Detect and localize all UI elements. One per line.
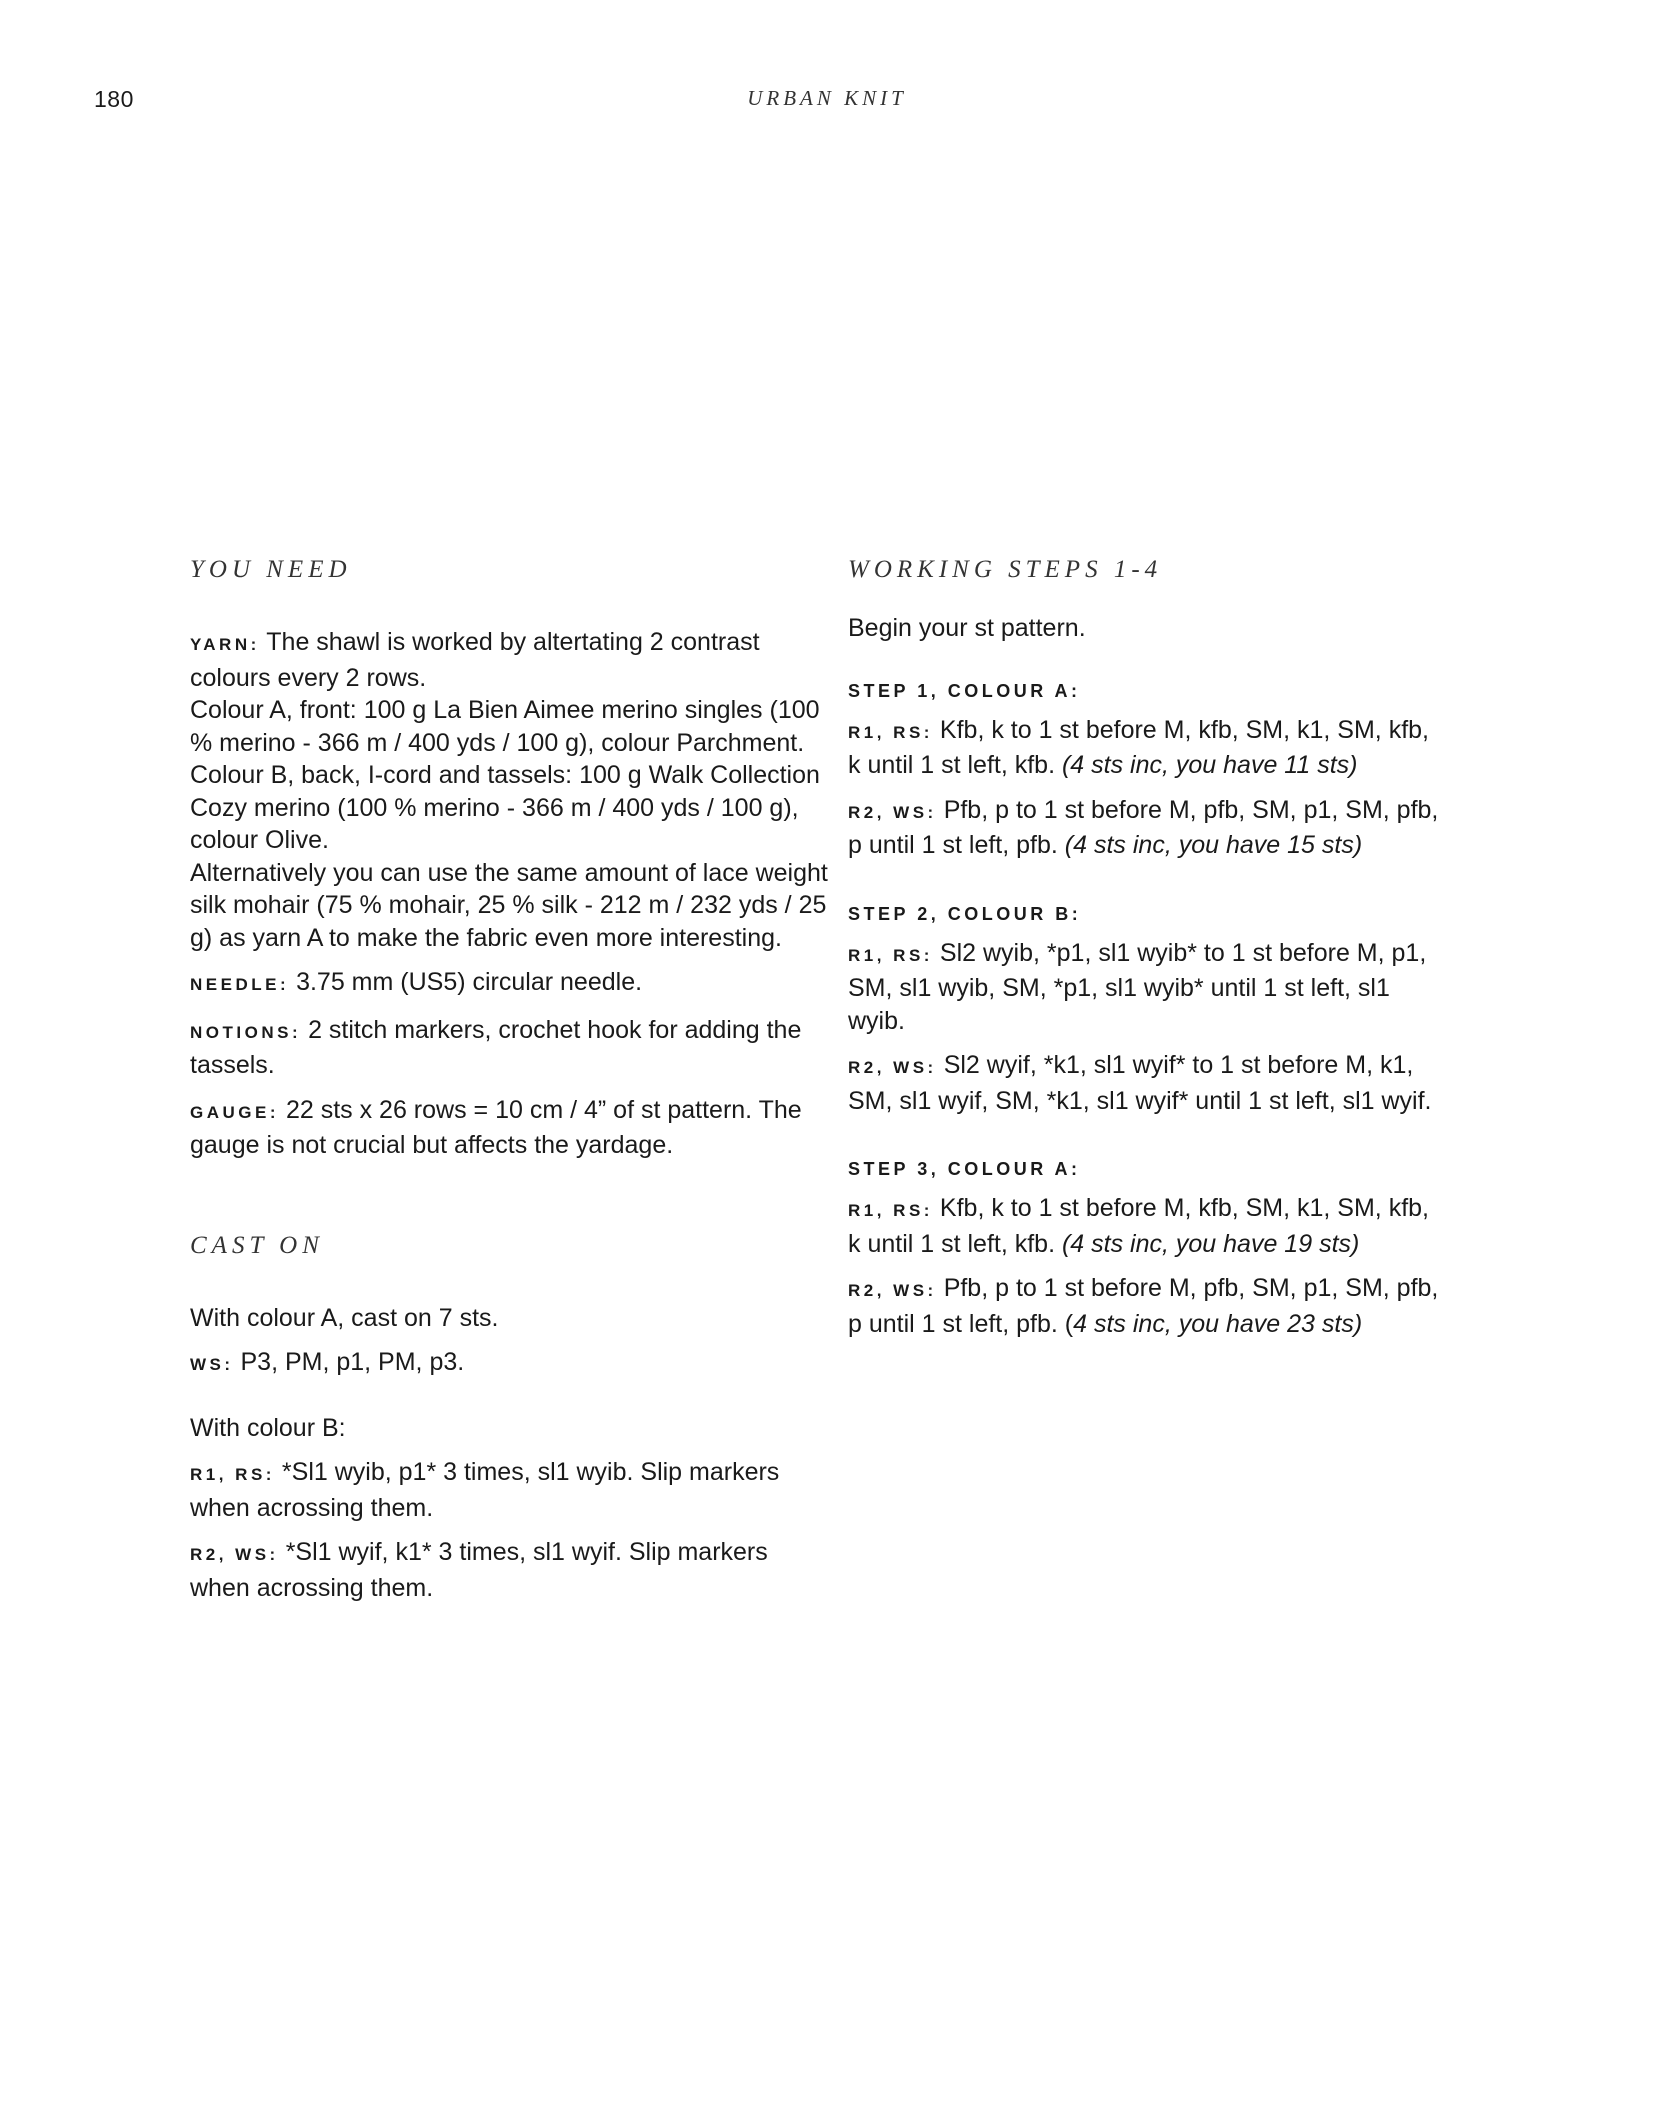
- yarn-label: YARN:: [190, 635, 260, 654]
- you-need-heading: YOU NEED: [190, 556, 352, 583]
- gauge-label: GAUGE:: [190, 1102, 279, 1122]
- cast-on-r2-label: R2, WS:: [190, 1545, 279, 1564]
- step-3-r2: [848, 1272, 1448, 1340]
- gauge-paragraph: [190, 1094, 830, 1162]
- working-steps-heading: WORKING STEPS 1-4: [848, 556, 1163, 583]
- yarn-line-4: Alternatively you can use the same amount of lace weight silk mohair (75 % mohair, 25 % silk - 212 m / 232 yds / 25 g) as yarn A to make the fabric even more interesting.: [190, 858, 828, 952]
- step-2-r2: [848, 1049, 1448, 1117]
- step-1-r1: [848, 714, 1448, 782]
- step-3-r1-text: Kfb, k to 1 st before M, kfb, SM, k1, SM, kfb, k until 1 st left, kfb.: [848, 1194, 1429, 1258]
- cast-on-heading: CAST ON: [190, 1231, 324, 1259]
- cast-on-ws-text: P3, PM, p1, PM, p3.: [240, 1348, 465, 1376]
- step-1-r2-text: Pfb, p to 1 st before M, pfb, SM, p1, SM, pfb, p until 1 st left, pfb.: [848, 795, 1439, 859]
- page-number: 180: [94, 86, 134, 112]
- needle-text: 3.75 mm (US5) circular needle.: [296, 968, 643, 996]
- step-1-r1-note: (4 sts inc, you have 11 sts): [1061, 751, 1358, 779]
- step-3-r2-text: Pfb, p to 1 st before M, pfb, SM, p1, SM, pfb, p until 1 st left, pfb. (: [848, 1274, 1439, 1338]
- working-steps-intro: Begin your st pattern.: [848, 614, 1086, 642]
- cast-on-r2-text: *Sl1 wyif, k1* 3 times, sl1 wyif. Slip markers when acrossing them.: [190, 1538, 768, 1602]
- step-2-r1-label: R1, RS:: [848, 945, 933, 965]
- step-2-r2-text: Sl2 wyif, *k1, sl1 wyif* to 1 st before M, k1, SM, sl1 wyif, SM, *k1, sl1 wyif* until 1 st left, sl1 wyif.: [848, 1051, 1432, 1115]
- right-column: [848, 556, 1448, 1352]
- step-1-heading: STEP 1, COLOUR A:: [848, 680, 1081, 701]
- cast-on-r1-label: R1, RS:: [190, 1465, 275, 1484]
- notions-paragraph: [190, 1014, 830, 1082]
- step-3-r1-label: R1, RS:: [848, 1201, 933, 1220]
- yarn-line-1: The shawl is worked by altertating 2 contrast colours every 2 rows.: [190, 628, 760, 692]
- step-1-r2-note: (4 sts inc, you have 15 sts): [1064, 831, 1363, 859]
- step-1-r2: [848, 794, 1448, 862]
- step-1-r1-text: Kfb, k to 1 st before M, kfb, SM, k1, SM, kfb, k until 1 st left, kfb.: [848, 715, 1429, 779]
- step-1-r2-label: R2, WS:: [848, 802, 937, 822]
- yarn-paragraph: [190, 626, 830, 954]
- step-2-r1: [848, 937, 1448, 1038]
- cast-on-r1-text: *Sl1 wyib, p1* 3 times, sl1 wyib. Slip markers when acrossing them.: [190, 1458, 780, 1522]
- step-3-heading: STEP 3, COLOUR A:: [848, 1159, 1081, 1179]
- step-2-r1-text: Sl2 wyib, *p1, sl1 wyib* to 1 st before M, p1, SM, sl1 wyib, SM, *p1, sl1 wyib* until 1 st left, sl1 wyib.: [848, 938, 1427, 1035]
- step-3-r2-note: 4 sts inc, you have 23 sts): [1073, 1309, 1363, 1338]
- needle-paragraph: [190, 966, 830, 1002]
- running-head: URBAN KNIT: [747, 86, 907, 110]
- notions-text: 2 stitch markers, crochet hook for adding the tassels.: [190, 1015, 802, 1079]
- step-1-r1-label: R1, RS:: [848, 722, 933, 742]
- notions-label: NOTIONS:: [190, 1022, 302, 1042]
- gauge-text: 22 sts x 26 rows = 10 cm / 4” of st pattern. The gauge is not crucial but affects the yardage.: [190, 1095, 802, 1159]
- needle-label: NEEDLE:: [190, 975, 290, 994]
- cast-on-ws-label: WS:: [190, 1355, 234, 1374]
- cast-on-colour-b: With colour B:: [190, 1413, 346, 1442]
- step-3-r1-note: (4 sts inc, you have 19 sts): [1061, 1229, 1360, 1258]
- cast-on-intro: With colour A, cast on 7 sts.: [190, 1303, 499, 1332]
- step-3-r2-label: R2, WS:: [848, 1281, 937, 1300]
- step-2-heading: STEP 2, COLOUR B:: [848, 903, 1082, 924]
- cast-on-ws: [190, 1346, 830, 1382]
- step-3-r1: [848, 1192, 1448, 1260]
- cast-on-r2: [190, 1536, 830, 1604]
- step-2-r2-label: R2, WS:: [848, 1058, 937, 1077]
- yarn-line-3: Colour B, back, I-cord and tassels: 100 g Walk Collection Cozy merino (100 % merino - 366 m / 400 yds / 100 g), colour Olive.: [190, 761, 820, 854]
- cast-on-r1: [190, 1456, 830, 1524]
- left-column: [190, 556, 830, 1616]
- yarn-line-2: Colour A, front: 100 g La Bien Aimee merino singles (100 % merino - 366 m / 400 yds / 100 g), colour Parchment.: [190, 696, 820, 757]
